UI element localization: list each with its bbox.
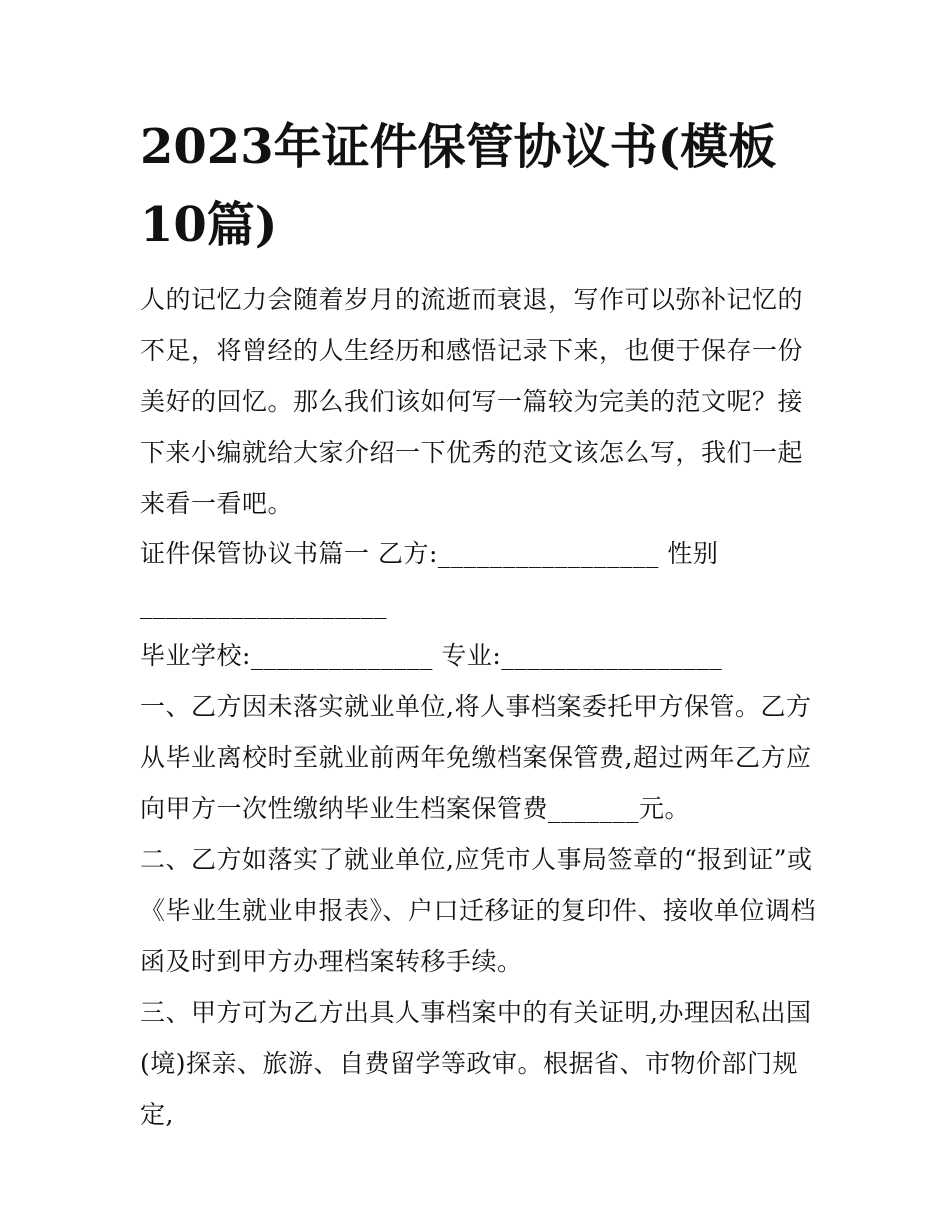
school-major-line: 毕业学校:______________ 专业:_________________	[140, 641, 723, 670]
clause-3: 三、甲方可为乙方出具人事档案中的有关证明,办理因私出国(境)探亲、旅游、自费留学等政审。根据省、市物价部门规定,	[140, 998, 812, 1129]
clause-1: 一、乙方因未落实就业单位,将人事档案委托甲方保管。乙方从毕业离校时至就业前两年免缴档案保管费,超过两年乙方应向甲方一次性缴纳毕业生档案保管费_______元。	[140, 692, 812, 823]
intro-paragraph: 人的记忆力会随着岁月的流逝而衰退，写作可以弥补记忆的不足，将曾经的人生经历和感悟记录下来，也便于保存一份美好的回忆。那么我们该如何写一篇较为完美的范文呢？接下来小编就给大家介绍一下优秀的范文该怎么写，我们一起来看一看吧。	[140, 285, 804, 518]
document-title: 2023年证件保管协议书(模板10篇)	[140, 119, 777, 253]
gender-blank-line: ___________________	[140, 590, 387, 619]
party-line: 证件保管协议书篇一 乙方:_________________ 性别	[140, 539, 719, 568]
clause-2: 二、乙方如落实了就业单位,应凭市人事局签章的“报到证”或《毕业生就业申报表》、户口迁移证的复印件、接收单位调档函及时到甲方办理档案转移手续。	[140, 845, 817, 976]
